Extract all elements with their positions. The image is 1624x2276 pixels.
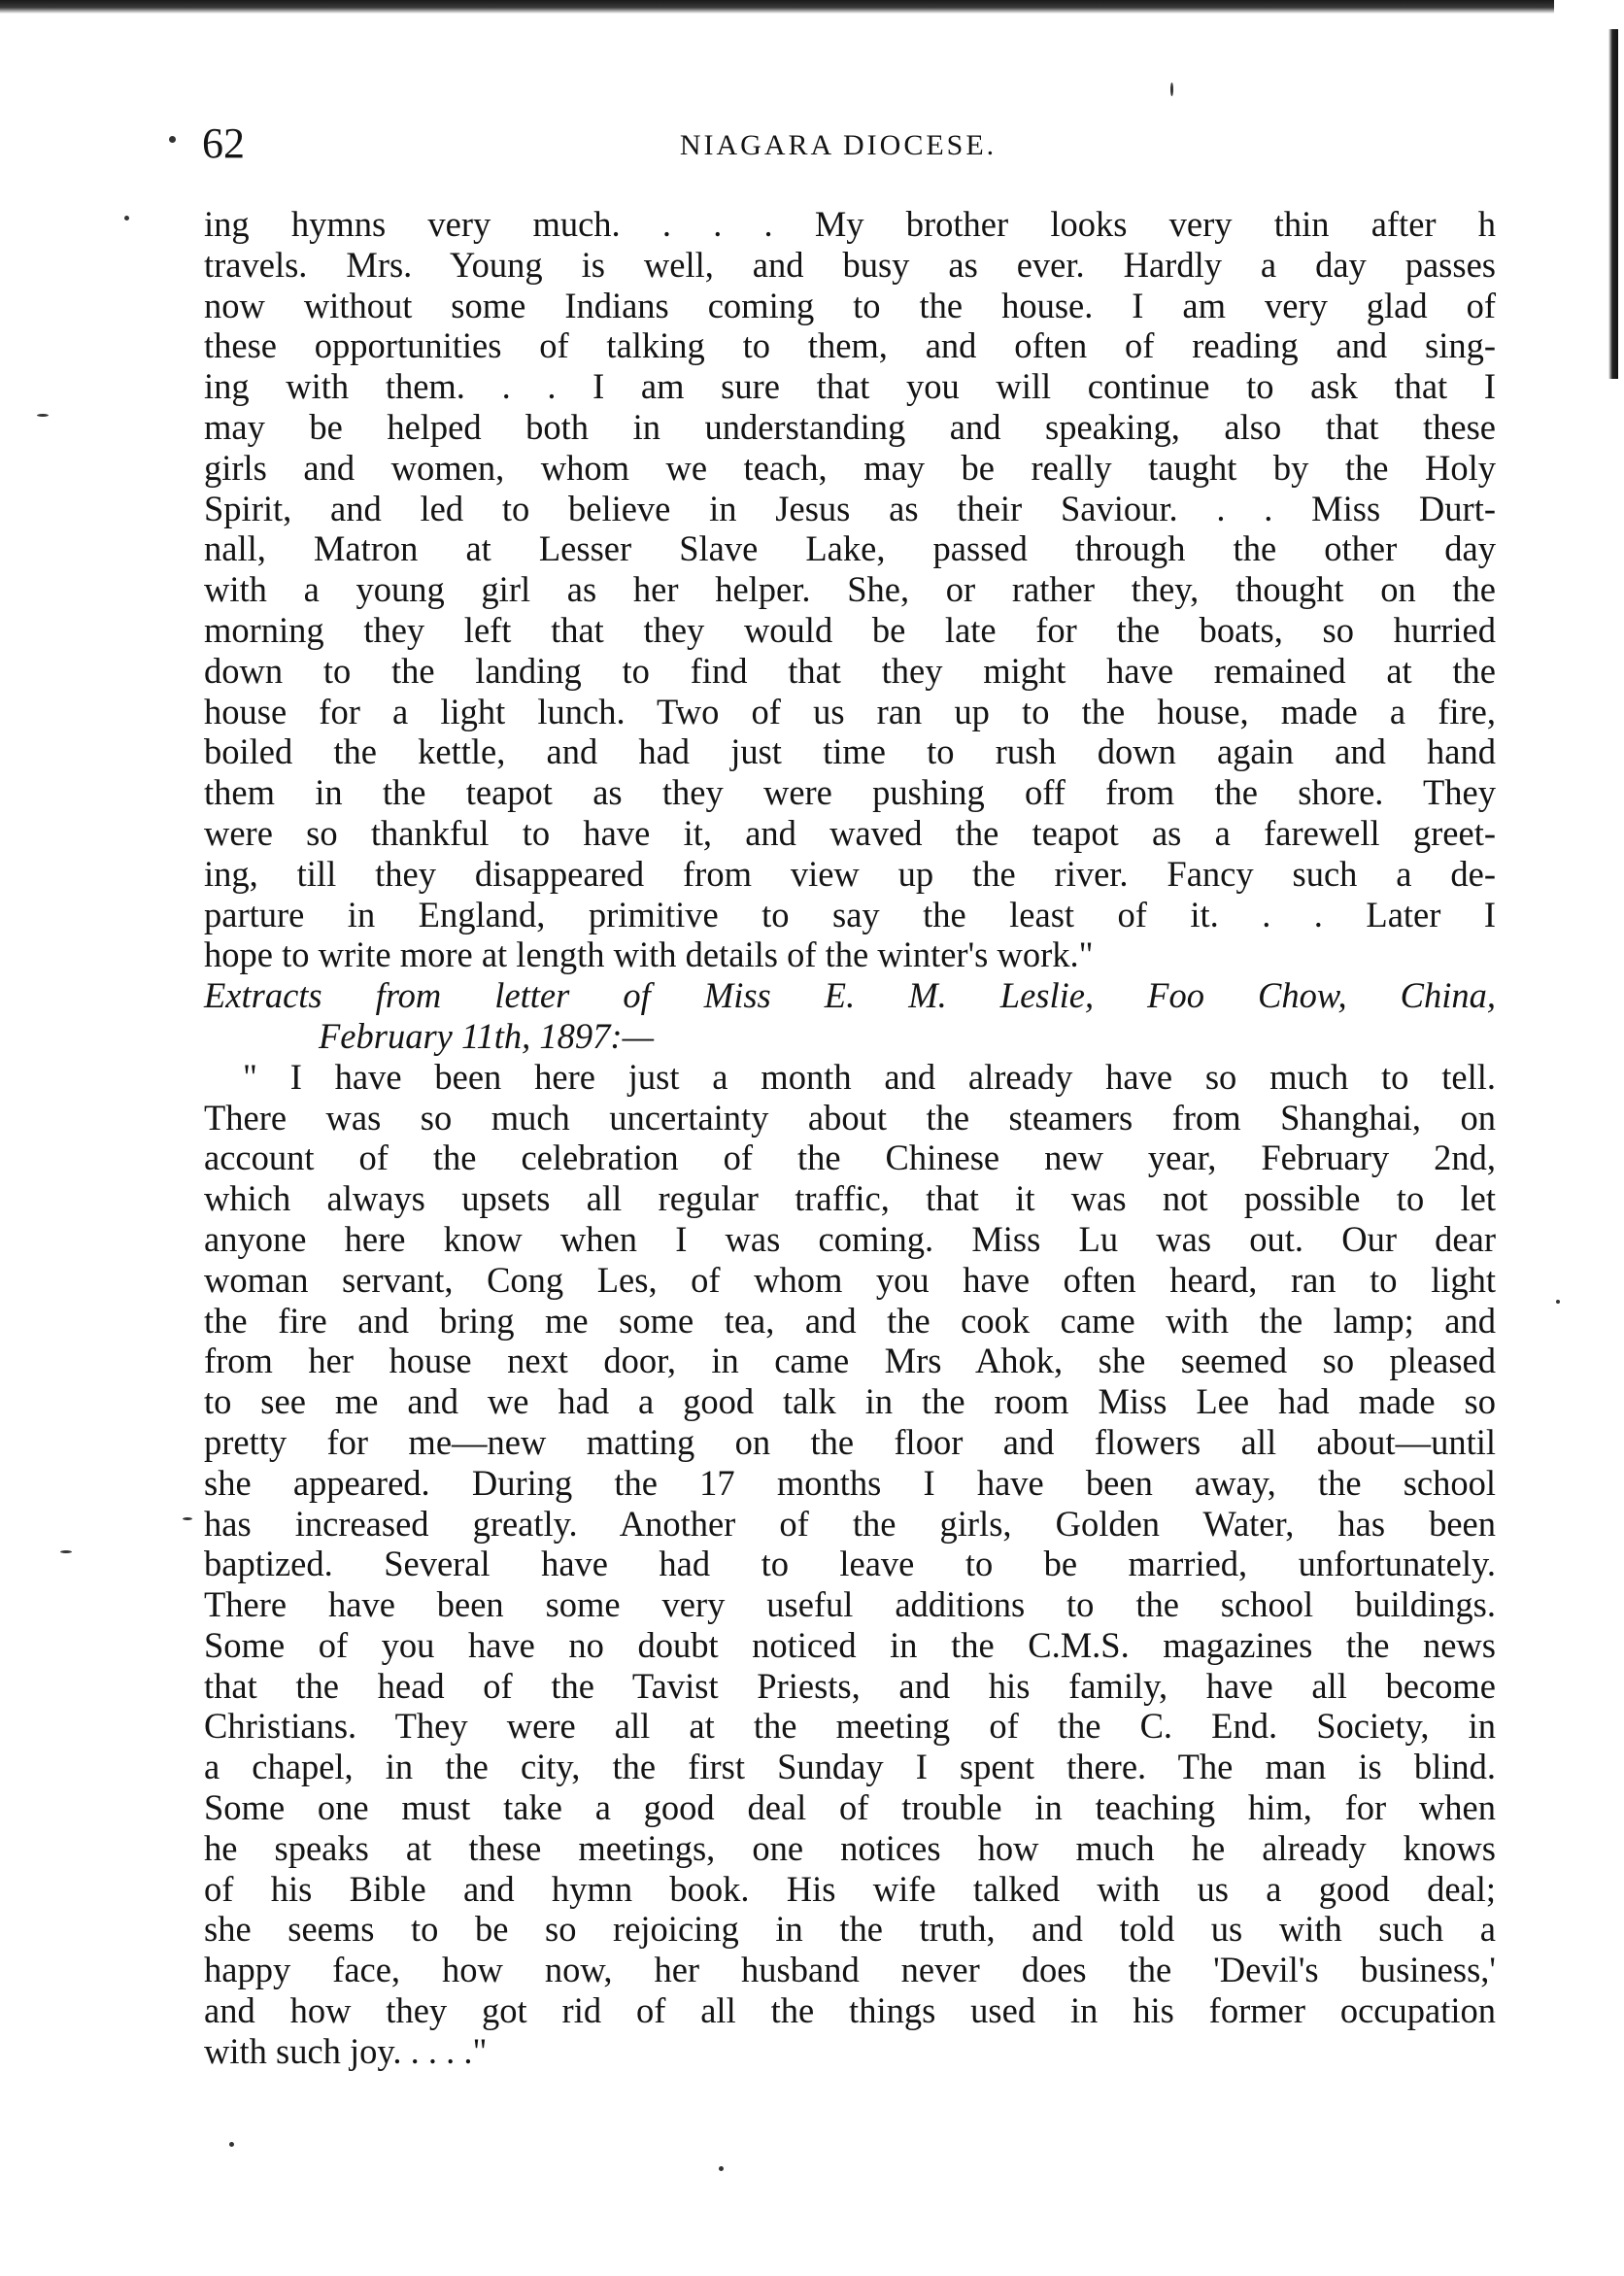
scan-speck [1556, 1300, 1560, 1304]
text-line: he speaks at these meetings, one notices how much he already knows [204, 1827, 1496, 1868]
text-line: with such joy. . . . ." [204, 2030, 488, 2071]
text-line: There was so much uncertainty about the steamers from Shanghai, on [204, 1097, 1496, 1138]
text-line: were so thankful to have it, and waved the teapot as a farewell greet- [204, 812, 1496, 853]
text-line: There have been some very useful additions to the school buildings. [204, 1584, 1496, 1625]
scan-speck [229, 2142, 234, 2147]
text-line: that the head of the Tavist Priests, and his family, have all become [204, 1665, 1496, 1706]
text-line: anyone here know when I was coming. Miss Lu was out. Our dear [204, 1218, 1496, 1259]
page-body [204, 204, 1496, 2072]
text-line: ing hymns very much. . . . My brother looks very thin after h [204, 204, 1496, 244]
text-line: with a young girl as her helper. She, or rather they, thought on the [204, 569, 1496, 610]
text-line: ing, till they disappeared from view up the river. Fancy such a de- [204, 853, 1496, 894]
text-line: happy face, how now, her husband never does the 'Devil's business,' [204, 1950, 1496, 1990]
scan-speck [1170, 83, 1173, 96]
text-line: from her house next door, in came Mrs Ahok, she seemed so pleased [204, 1341, 1496, 1381]
text-line: house for a light lunch. Two of us ran up to the house, made a fire, [204, 691, 1496, 731]
text-line: hope to write more at length with details of the winter's work." [204, 934, 1094, 975]
leslie-letter-paragraph [204, 1057, 1496, 2072]
text-line: down to the landing to find that they might have remained at the [204, 650, 1496, 691]
text-line: boiled the kettle, and had just time to rush down again and hand [204, 731, 1496, 772]
page-header [163, 115, 1513, 173]
text-line: Some of you have no doubt noticed in the C.M.S. magazines the news [204, 1624, 1496, 1665]
text-line: travels. Mrs. Young is well, and busy as ever. Hardly a day passes [204, 244, 1496, 285]
text-line: may be helped both in understanding and speaking, also that these [204, 406, 1496, 447]
text-line: them in the teapot as they were pushing off from the shore. They [204, 772, 1496, 813]
running-title: NIAGARA DIOCESE. [679, 129, 998, 161]
text-line: of his Bible and hymn book. His wife talked with us a good deal; [204, 1868, 1496, 1909]
text-line: the fire and bring me some tea, and the cook came with the lamp; and [204, 1300, 1496, 1341]
scan-shadow-top [0, 0, 1554, 14]
text-line: now without some Indians coming to the house. I am very glad of [204, 285, 1496, 325]
text-line: pretty for me—new matting on the floor and flowers all about—until [204, 1421, 1496, 1462]
text-line: account of the celebration of the Chinese new year, February 2nd, [204, 1138, 1496, 1178]
text-line: Christians. They were all at the meeting of the C. End. Society, in [204, 1706, 1496, 1747]
scan-speck [37, 414, 49, 417]
scan-speck [719, 2166, 724, 2171]
text-line: baptized. Several have had to leave to be married, unfortunately. [204, 1544, 1496, 1584]
text-line: morning they left that they would be late for the boats, so hurried [204, 609, 1496, 650]
text-line: nall, Matron at Lesser Slave Lake, passed through the other day [204, 528, 1496, 569]
text-line: " I have been here just a month and already have so much to tell. [243, 1056, 1496, 1097]
scan-speck [60, 1550, 72, 1553]
text-line: ing with them. . . I am sure that you will continue to ask that I [204, 366, 1496, 407]
page-number: 62 [202, 119, 245, 167]
text-line: these opportunities of talking to them, and often of reading and sing- [204, 325, 1496, 366]
scan-speck [183, 1517, 192, 1520]
scan-shadow-right [1608, 29, 1618, 379]
letter-continuation-paragraph [204, 204, 1496, 975]
extract-heading-date: February 11th, 1897:— [319, 1015, 655, 1056]
scan-speck [124, 216, 129, 221]
text-line: girls and women, whom we teach, may be really taught by the Holy [204, 447, 1496, 488]
text-line: she appeared. During the 17 months I have been away, the school [204, 1462, 1496, 1503]
text-line: a chapel, in the city, the first Sunday I spent there. The man is blind. [204, 1747, 1496, 1787]
text-line: parture in England, primitive to say the least of it. . . Later I [204, 894, 1496, 934]
text-line: Some one must take a good deal of trouble in teaching him, for when [204, 1787, 1496, 1828]
text-line: has increased greatly. Another of the girls, Golden Water, has been [204, 1503, 1496, 1544]
text-line: and how they got rid of all the things used in his former occupation [204, 1990, 1496, 2031]
text-line: Spirit, and led to believe in Jesus as their Saviour. . . Miss Durt- [204, 488, 1496, 528]
text-line: which always upsets all regular traffic, that it was not possible to let [204, 1178, 1496, 1219]
text-line: woman servant, Cong Les, of whom you have often heard, ran to light [204, 1259, 1496, 1300]
extract-heading [204, 975, 1496, 1057]
extract-heading-line: Extracts from letter of Miss E. M. Leslie, Foo Chow, China, [204, 975, 1496, 1016]
text-line: she seems to be so rejoicing in the truth, and told us with such a [204, 1909, 1496, 1950]
text-line: to see me and we had a good talk in the room Miss Lee had made so [204, 1381, 1496, 1422]
